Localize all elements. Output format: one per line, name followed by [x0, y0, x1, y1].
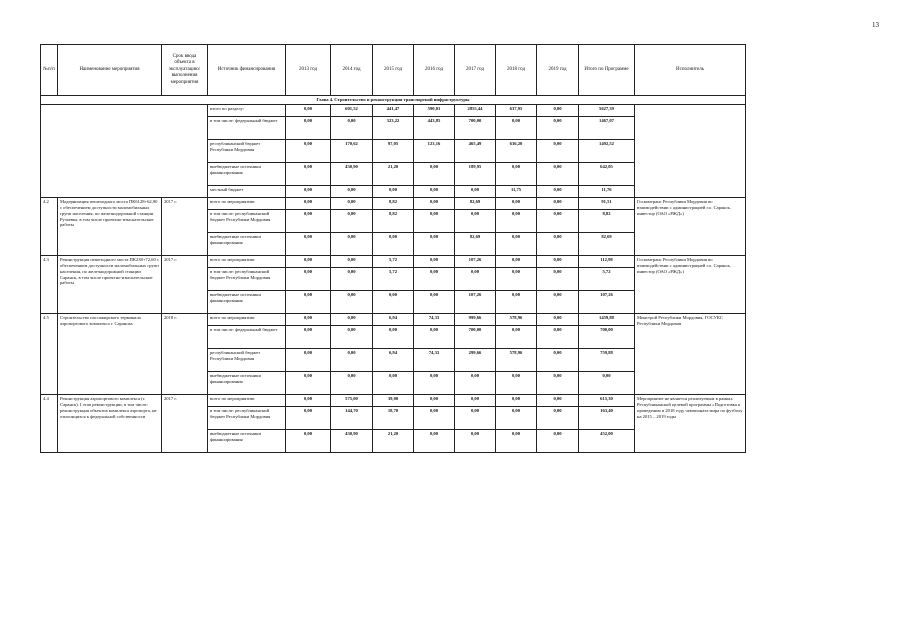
value-cell: 6,94	[373, 348, 414, 371]
value-cell: 1459,88	[579, 313, 635, 325]
value-cell: 0,00	[496, 162, 537, 185]
value-cell: 123,16	[414, 139, 455, 162]
value-cell: 637,95	[496, 104, 537, 116]
item-executor: Минстрой Республики Мордовия, ГОСУКС Республики Мордовия	[635, 313, 746, 394]
item-year: 2017 г.	[162, 197, 208, 255]
value-cell: 0,00	[286, 197, 331, 209]
header-cell: 2014 год	[331, 45, 373, 96]
value-cell: 642,05	[579, 162, 635, 185]
source-cell: местный бюджет	[208, 185, 286, 197]
value-cell: 0,00	[414, 209, 455, 232]
value-cell: 0,00	[455, 267, 496, 290]
value-cell: 112,98	[579, 255, 635, 267]
value-cell: 0,00	[414, 267, 455, 290]
value-cell: 91,51	[579, 197, 635, 209]
value-cell: 0,00	[286, 371, 331, 394]
table-row	[41, 197, 746, 209]
source-cell: внебюджетные источники финансирования	[208, 162, 286, 185]
value-cell: 0,00	[331, 290, 373, 313]
value-cell: 0,00	[579, 371, 635, 394]
value-cell: 97,05	[373, 139, 414, 162]
source-cell: внебюджетные источники финансирования	[208, 371, 286, 394]
value-cell: 21,20	[373, 429, 414, 452]
value-cell: 0,00	[537, 429, 579, 452]
value-cell: 0,00	[286, 104, 331, 116]
header-cell: 2019 год	[537, 45, 579, 96]
source-cell: всего по мероприятию:	[208, 197, 286, 209]
page-number: 13	[872, 21, 879, 29]
item-executor: Мероприятие не является реализуемым в рамках Республиканской целевой программы «Подготовка к проведению в 2018 году чемпионата мира по футболу на 2015 – 2019 годы	[635, 394, 746, 452]
value-cell: 18,70	[373, 406, 414, 429]
value-cell: 6,94	[373, 313, 414, 325]
value-cell: 0,00	[414, 325, 455, 348]
value-cell: 0,00	[414, 232, 455, 255]
value-cell: 465,49	[455, 139, 496, 162]
header-cell: 2013 год	[286, 45, 331, 96]
value-cell: 0,00	[286, 325, 331, 348]
value-cell: 11,76	[579, 185, 635, 197]
header-row	[41, 45, 746, 96]
value-cell: 0,00	[537, 290, 579, 313]
value-cell: 700,00	[455, 325, 496, 348]
value-cell: 2855,44	[455, 104, 496, 116]
item-name: Реконструкция пешеходного моста ПК238+72,60 с обеспечением доступности маломобильных групп населения, по железнодорожной станции Саранск, в том числе проектно-изыскательские работы	[58, 255, 162, 313]
value-cell: 8,82	[373, 197, 414, 209]
value-cell: 0,00	[496, 429, 537, 452]
value-cell: 0,00	[414, 394, 455, 406]
value-cell: 39,00	[373, 394, 414, 406]
header-cell: Итого по Программе	[579, 45, 635, 96]
value-cell: 0,00	[286, 267, 331, 290]
value-cell: 74,33	[414, 348, 455, 371]
value-cell: 0,00	[496, 394, 537, 406]
value-cell: 0,00	[537, 325, 579, 348]
value-cell: 0,00	[286, 394, 331, 406]
value-cell: 0,00	[537, 267, 579, 290]
value-cell: 5,72	[579, 267, 635, 290]
value-cell: 0,00	[455, 406, 496, 429]
value-cell: 0,00	[286, 232, 331, 255]
value-cell: 107,26	[455, 290, 496, 313]
value-cell: 0,00	[496, 255, 537, 267]
item-year: 2018 г.	[162, 313, 208, 394]
item-number: 4.3	[41, 255, 58, 313]
value-cell: 700,00	[455, 116, 496, 139]
value-cell: 0,00	[286, 139, 331, 162]
value-cell: 0,00	[286, 429, 331, 452]
value-cell: 0,00	[331, 197, 373, 209]
value-cell: 82,69	[455, 232, 496, 255]
source-cell: внебюджетные источники финансирования	[208, 232, 286, 255]
value-cell: 0,00	[331, 325, 373, 348]
value-cell: 189,95	[455, 162, 496, 185]
source-cell: итого по разделу:	[208, 104, 286, 116]
value-cell: 0,00	[414, 429, 455, 452]
value-cell: 0,00	[286, 116, 331, 139]
value-cell: 0,00	[373, 185, 414, 197]
value-cell: 0,00	[537, 371, 579, 394]
value-cell: 0,00	[331, 232, 373, 255]
value-cell: 107,26	[579, 290, 635, 313]
value-cell: 578,96	[496, 348, 537, 371]
value-cell: 0,00	[496, 290, 537, 313]
value-cell: 21,20	[373, 162, 414, 185]
value-cell: 0,00	[286, 162, 331, 185]
item-name: Строительство пассажирского терминала аэропортового комплекса г. Саранска	[58, 313, 162, 394]
value-cell: 5,72	[373, 255, 414, 267]
source-cell: всего по мероприятию:	[208, 313, 286, 325]
value-cell: 11,75	[496, 185, 537, 197]
header-cell: 2016 год	[414, 45, 455, 96]
item-executor: Госкомтранс Республики Мордовия во взаимодействии с администрацией г.о. Саранск, инвестор (ОАО «РЖД»)	[635, 255, 746, 313]
value-cell: 578,96	[496, 313, 537, 325]
value-cell: 0,00	[331, 116, 373, 139]
value-cell: 636,20	[496, 139, 537, 162]
value-cell: 0,00	[414, 406, 455, 429]
table-row	[41, 394, 746, 406]
value-cell: 0,00	[331, 267, 373, 290]
value-cell: 5,72	[373, 267, 414, 290]
section-title-row	[41, 96, 746, 105]
value-cell: 0,00	[455, 394, 496, 406]
value-cell: 299,66	[455, 348, 496, 371]
item-name: Реконструкция аэропортового комплекса (г. Саранск). I этап реконструкции, в том числе: реконструкция объектов комплекса аэропорта, не относящихся к федеральной собственности	[58, 394, 162, 452]
source-cell: всего по мероприятию:	[208, 255, 286, 267]
value-cell: 0,00	[373, 371, 414, 394]
value-cell: 0,00	[286, 348, 331, 371]
source-cell: в том числе: федеральный бюджет	[208, 325, 286, 348]
summary-row	[41, 104, 746, 116]
value-cell: 700,00	[579, 325, 635, 348]
value-cell: 0,00	[455, 209, 496, 232]
value-cell: 0,00	[537, 162, 579, 185]
source-cell: в том числе: федеральный бюджет	[208, 116, 286, 139]
header-cell: 2017 год	[455, 45, 496, 96]
header-cell: Источник финансирования	[208, 45, 286, 96]
item-year: 2017 г.	[162, 394, 208, 452]
value-cell: 0,00	[537, 232, 579, 255]
program-table	[40, 44, 746, 453]
value-cell: 0,00	[373, 325, 414, 348]
value-cell: 0,00	[286, 313, 331, 325]
header-cell: 2015 год	[373, 45, 414, 96]
value-cell: 759,88	[579, 348, 635, 371]
value-cell: 615,30	[579, 394, 635, 406]
value-cell: 0,00	[331, 209, 373, 232]
item-number: 4.4	[41, 394, 58, 452]
table-body	[41, 96, 746, 453]
section-title: Глава 4. Строительство и реконструкция транспортной инфраструктуры	[41, 96, 746, 105]
source-cell: всего по мероприятию:	[208, 394, 286, 406]
value-cell: 1467,07	[579, 116, 635, 139]
value-cell: 0,00	[331, 255, 373, 267]
value-cell: 430,90	[331, 162, 373, 185]
value-cell: 0,00	[537, 197, 579, 209]
header-cell: №п/п	[41, 45, 58, 96]
value-cell: 1492,52	[579, 139, 635, 162]
value-cell: 170,62	[331, 139, 373, 162]
value-cell: 163,40	[579, 406, 635, 429]
item-name: Модернизация пешеходного моста ПК6128+62,90 с обеспечением доступности маломобильных групп населения, по железнодорожной станции Рузаевка, в том числе проектно-изыскательские работы	[58, 197, 162, 255]
value-cell: 590,01	[414, 104, 455, 116]
value-cell: 430,90	[331, 429, 373, 452]
value-cell: 0,00	[331, 185, 373, 197]
value-cell: 74,33	[414, 313, 455, 325]
value-cell: 0,00	[496, 325, 537, 348]
value-cell: 0,00	[373, 290, 414, 313]
value-cell: 0,00	[414, 290, 455, 313]
item-executor: Госкомтранс Республики Мордовия во взаимодействии с администрацией г.о. Саранск, инвестор (ОАО «РЖД»)	[635, 197, 746, 255]
value-cell: 0,00	[455, 185, 496, 197]
value-cell: 0,00	[537, 209, 579, 232]
value-cell: 8,82	[373, 209, 414, 232]
value-cell: 0,00	[331, 371, 373, 394]
source-cell: в том числе: республиканский бюджет Республики Мордовия	[208, 209, 286, 232]
value-cell: 452,00	[579, 429, 635, 452]
table-row	[41, 313, 746, 325]
table-row	[41, 255, 746, 267]
source-cell: внебюджетные источники финансирования	[208, 290, 286, 313]
value-cell: 443,85	[414, 116, 455, 139]
value-cell: 0,00	[496, 197, 537, 209]
value-cell: 0,00	[496, 406, 537, 429]
value-cell: 0,00	[286, 209, 331, 232]
value-cell: 0,00	[537, 255, 579, 267]
value-cell: 0,00	[286, 290, 331, 313]
value-cell: 0,00	[537, 139, 579, 162]
value-cell: 0,00	[414, 197, 455, 209]
value-cell: 82,69	[579, 232, 635, 255]
header-cell: Исполнитель	[635, 45, 746, 96]
value-cell: 0,00	[414, 371, 455, 394]
value-cell: 0,00	[496, 209, 537, 232]
value-cell: 144,70	[331, 406, 373, 429]
source-cell: в том числе: республиканский бюджет Республики Мордовия	[208, 406, 286, 429]
value-cell: 0,00	[414, 162, 455, 185]
executor-blank	[635, 104, 746, 197]
summary-blank	[41, 104, 208, 197]
value-cell: 575,00	[331, 394, 373, 406]
value-cell: 0,00	[537, 104, 579, 116]
source-cell: в том числе: республиканский бюджет Республики Мордовия	[208, 267, 286, 290]
header-cell: Наименование мероприятия	[58, 45, 162, 96]
value-cell: 0,00	[286, 185, 331, 197]
value-cell: 0,00	[414, 255, 455, 267]
value-cell: 0,00	[455, 371, 496, 394]
source-cell: республиканский бюджет Республики Мордовия	[208, 139, 286, 162]
value-cell: 0,00	[373, 232, 414, 255]
value-cell: 0,00	[537, 313, 579, 325]
value-cell: 0,00	[414, 185, 455, 197]
value-cell: 0,00	[496, 116, 537, 139]
value-cell: 8,82	[579, 209, 635, 232]
value-cell: 0,00	[455, 429, 496, 452]
value-cell: 999,66	[455, 313, 496, 325]
value-cell: 0,00	[496, 232, 537, 255]
value-cell: 0,00	[331, 313, 373, 325]
value-cell: 601,52	[331, 104, 373, 116]
value-cell: 0,00	[331, 348, 373, 371]
value-cell: 0,00	[286, 255, 331, 267]
source-cell: внебюджетные источники финансирования	[208, 429, 286, 452]
value-cell: 0,00	[496, 371, 537, 394]
value-cell: 0,00	[537, 348, 579, 371]
source-cell: республиканский бюджет Республики Мордовия	[208, 348, 286, 371]
value-cell: 0,00	[537, 116, 579, 139]
header-cell: Срок ввода объекта в эксплуатацию/ выполнения мероприятия	[162, 45, 208, 96]
value-cell: 0,00	[537, 394, 579, 406]
value-cell: 0,00	[286, 406, 331, 429]
value-cell: 82,69	[455, 197, 496, 209]
value-cell: 0,00	[537, 406, 579, 429]
item-number: 4.5	[41, 313, 58, 394]
value-cell: 107,26	[455, 255, 496, 267]
value-cell: 5627,39	[579, 104, 635, 116]
value-cell: 323,22	[373, 116, 414, 139]
value-cell: 0,00	[537, 185, 579, 197]
header-cell: 2018 год	[496, 45, 537, 96]
value-cell: 0,00	[496, 267, 537, 290]
item-number: 4.2	[41, 197, 58, 255]
item-year: 2017 г.	[162, 255, 208, 313]
value-cell: 441,47	[373, 104, 414, 116]
